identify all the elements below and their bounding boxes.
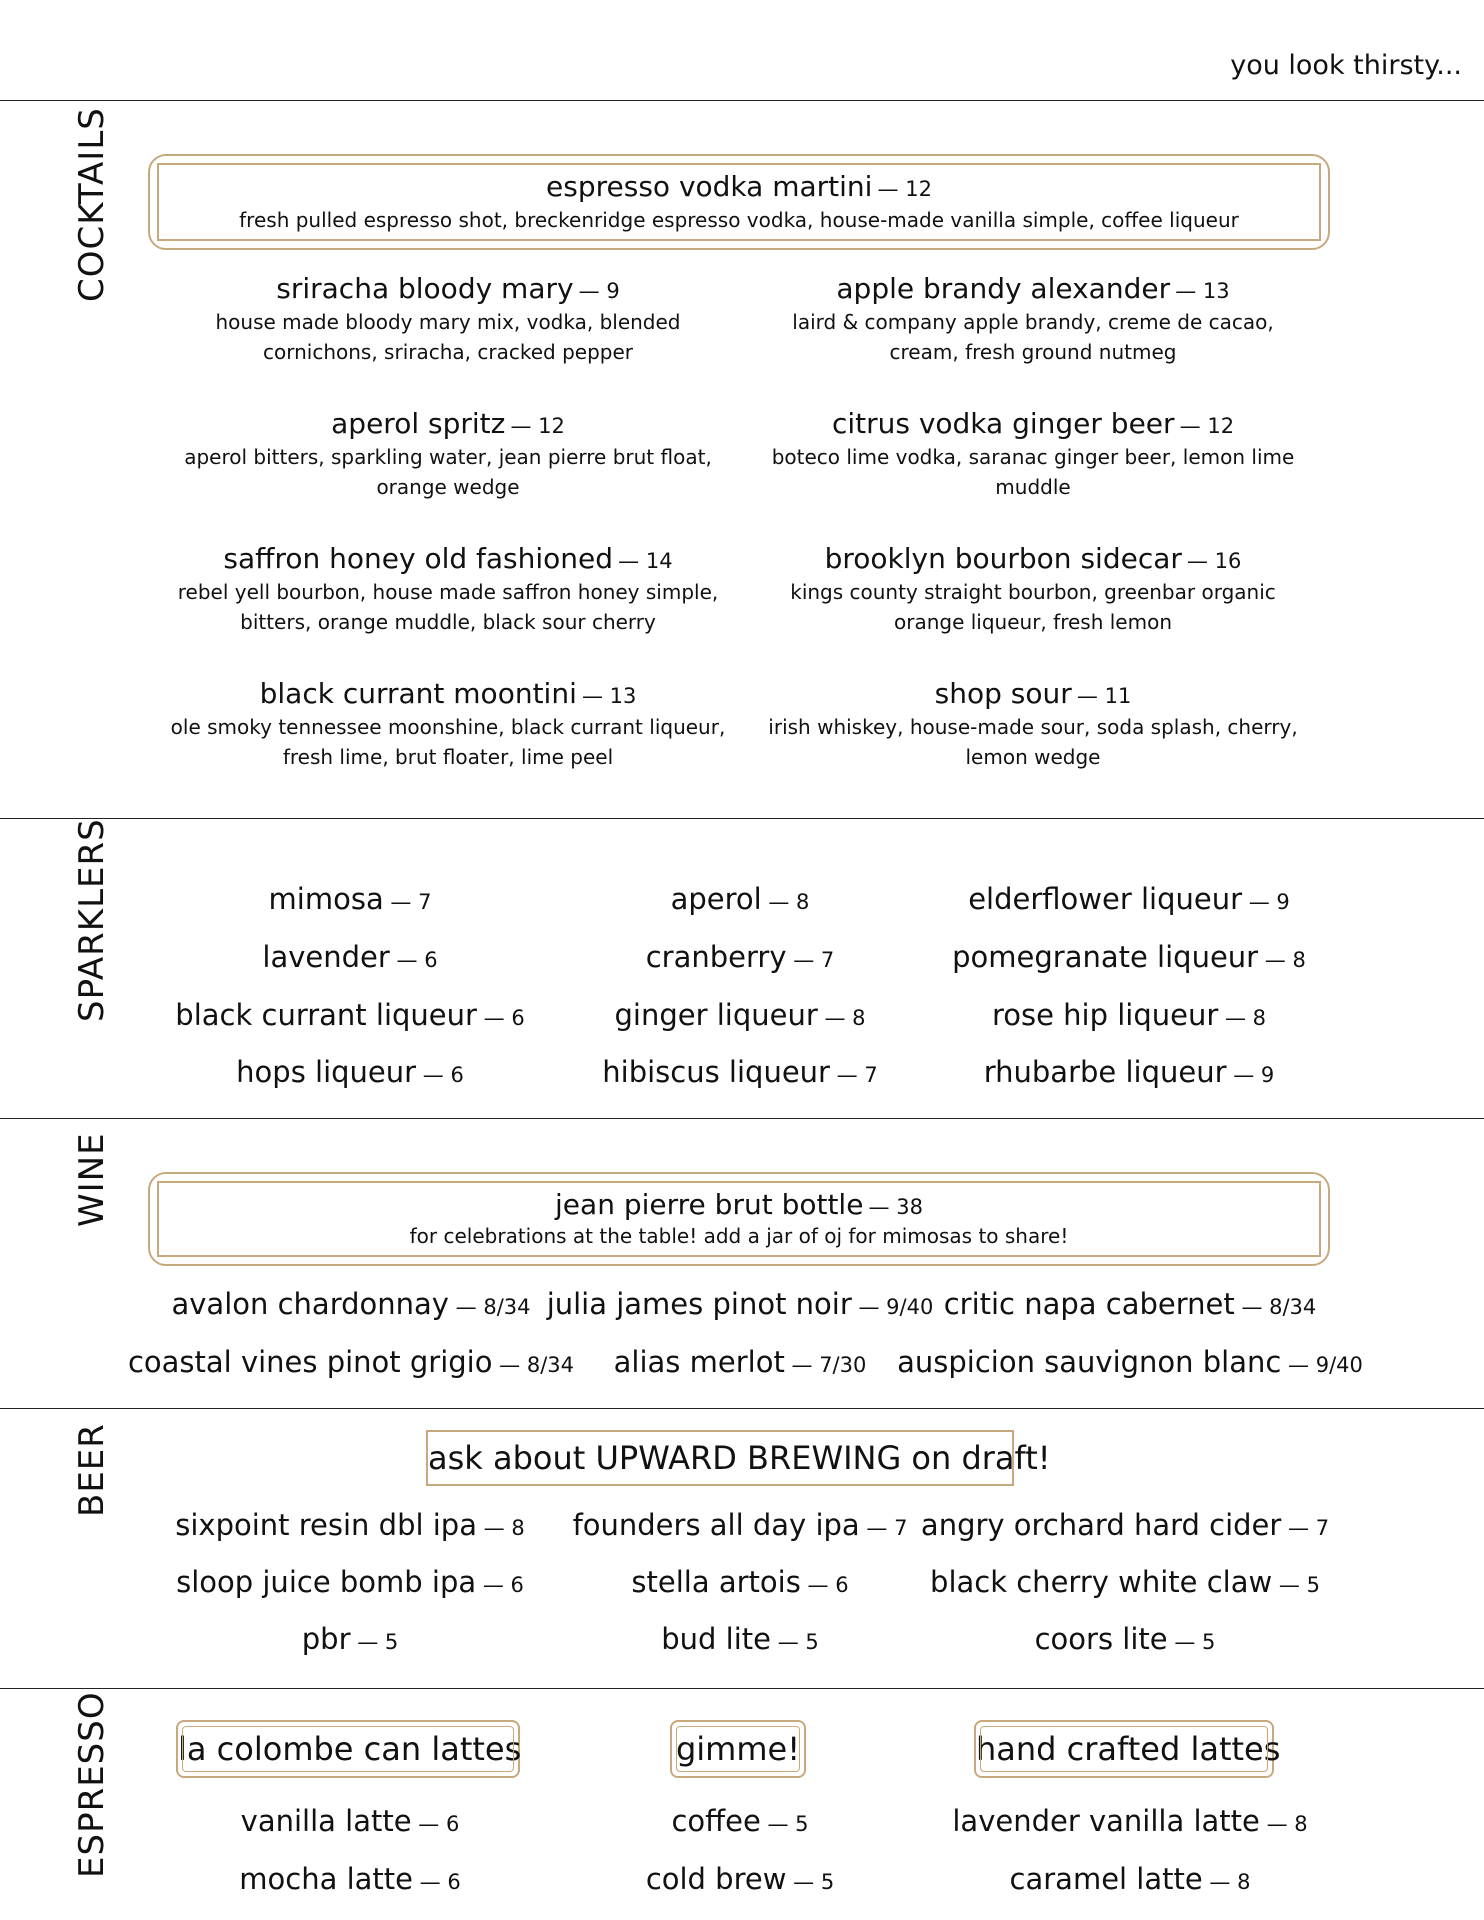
item-name: hibiscus liqueur — [602, 1055, 830, 1089]
item-price: — 8 — [1264, 948, 1306, 972]
item-name: pbr — [301, 1622, 351, 1656]
cocktail-item — [168, 542, 728, 637]
item-name: elderflower liqueur — [968, 882, 1243, 916]
section-title-cocktails: COCKTAILS — [72, 107, 112, 303]
item-price: — 13 — [1175, 279, 1230, 303]
menu-item — [944, 1287, 1317, 1321]
item-price: — 8 — [1224, 1006, 1267, 1030]
menu-item — [952, 940, 1306, 974]
item-price: — 8 — [1266, 1812, 1308, 1836]
menu-item — [241, 1804, 460, 1838]
item-name: angry orchard hard cider — [920, 1508, 1282, 1542]
menu-item — [614, 1345, 867, 1379]
menu-item — [646, 1862, 834, 1896]
item-price: — 9/40 — [858, 1295, 934, 1319]
item-name: pomegranate liqueur — [952, 940, 1259, 974]
item-title — [753, 677, 1313, 710]
menu-item — [269, 882, 432, 916]
item-description: cornichons, sriracha, cracked pepper — [263, 340, 633, 364]
item-description: orange wedge — [376, 475, 520, 499]
item-name: saffron honey old fashioned — [223, 542, 614, 575]
menu-item — [671, 1804, 808, 1838]
item-name: black currant liqueur — [175, 998, 477, 1032]
item-price: — 7 — [1288, 1516, 1330, 1540]
item-price: — 12 — [877, 177, 932, 201]
item-price: — 6 — [419, 1870, 461, 1894]
item-name: rhubarbe liqueur — [983, 1055, 1227, 1089]
item-name: coors lite — [1034, 1622, 1168, 1656]
featured-wine — [148, 1172, 1330, 1266]
divider — [0, 1688, 1484, 1689]
featured-cocktail — [148, 154, 1330, 250]
menu-item — [573, 1508, 908, 1542]
item-price: — 8/34 — [1241, 1295, 1317, 1319]
item-title — [753, 407, 1313, 440]
item-name: aperol spritz — [331, 407, 506, 440]
item-name: hops liqueur — [236, 1055, 417, 1089]
item-name: rose hip liqueur — [991, 998, 1219, 1032]
menu-item — [1010, 1862, 1251, 1896]
item-name: ginger liqueur — [614, 998, 818, 1032]
item-price: — 16 — [1186, 549, 1242, 573]
cocktail-item — [753, 272, 1313, 367]
item-name: sixpoint resin dbl ipa — [175, 1508, 477, 1542]
item-name: bud lite — [661, 1622, 771, 1656]
item-title — [753, 542, 1313, 575]
item-price: — 13 — [581, 684, 637, 708]
item-price: — 8/34 — [499, 1353, 575, 1377]
item-description: for celebrations at the table! add a jar of oj for mimosas to share! — [409, 1224, 1069, 1248]
item-description: rebel yell bourbon, house made saffron honey simple, — [177, 580, 719, 604]
menu-item — [176, 1565, 524, 1599]
item-title — [168, 542, 728, 575]
item-title — [168, 677, 728, 710]
menu-item — [602, 1055, 877, 1089]
menu-item — [968, 882, 1290, 916]
item-name: brooklyn bourbon sidecar — [824, 542, 1182, 575]
item-description: muddle — [995, 475, 1071, 499]
item-price: — 12 — [510, 414, 565, 438]
item-price: — 7 — [793, 948, 835, 972]
item-description: kings county straight bourbon, greenbar organic — [790, 580, 1276, 604]
menu-item — [239, 1862, 460, 1896]
menu-item — [614, 998, 865, 1032]
menu-item — [661, 1622, 819, 1656]
item-description: house made bloody mary mix, vodka, blended — [215, 310, 681, 334]
featured-wine-title — [150, 1188, 1328, 1221]
item-price: — 6 — [482, 1573, 524, 1597]
item-price: — 6 — [807, 1573, 849, 1597]
section-title-sparklers: SPARKLERS — [72, 818, 112, 1022]
cocktail-item — [168, 677, 728, 772]
espresso-header-gimme: gimme! — [670, 1720, 806, 1778]
menu-item — [302, 1622, 399, 1656]
cocktail-item — [753, 542, 1313, 637]
espresso-header-hand-crafted: hand crafted lattes — [974, 1720, 1274, 1778]
item-name: black currant moontini — [259, 677, 577, 710]
item-price: — 9 — [1233, 1063, 1275, 1087]
section-title-espresso: ESPRESSO — [72, 1691, 112, 1879]
featured-cocktail-title — [150, 170, 1328, 203]
espresso-header-la-colombe: la colombe can lattes — [176, 1720, 520, 1778]
menu-item — [1035, 1622, 1216, 1656]
item-description: aperol bitters, sparkling water, jean pierre brut float, — [184, 445, 712, 469]
item-name: vanilla latte — [240, 1804, 412, 1838]
item-price: — 7 — [836, 1063, 878, 1087]
menu-item — [992, 998, 1266, 1032]
item-price: — 9 — [1248, 890, 1290, 914]
item-price: — 5 — [793, 1870, 835, 1894]
item-name: avalon chardonnay — [171, 1287, 449, 1321]
item-description: boteco lime vodka, saranac ginger beer, lemon lime — [771, 445, 1295, 469]
item-title — [168, 407, 728, 440]
menu-item — [646, 940, 835, 974]
menu-item — [547, 1287, 934, 1321]
item-name: lavender — [262, 940, 390, 974]
item-name: critic napa cabernet — [943, 1287, 1235, 1321]
item-price: — 12 — [1179, 414, 1235, 438]
item-price: — 7/30 — [791, 1353, 867, 1377]
item-name: mocha latte — [239, 1862, 413, 1896]
tagline: you look thirsty... — [1230, 50, 1462, 81]
item-price: — 6 — [396, 948, 438, 972]
menu-item — [952, 1804, 1307, 1838]
menu-item — [631, 1565, 848, 1599]
item-name: stella artois — [631, 1565, 801, 1599]
item-description: fresh lime, brut floater, lime peel — [282, 745, 614, 769]
item-price: — 5 — [1278, 1573, 1320, 1597]
item-description: cream, fresh ground nutmeg — [889, 340, 1177, 364]
item-name: caramel latte — [1009, 1862, 1203, 1896]
item-description: orange liqueur, fresh lemon — [894, 610, 1172, 634]
item-price: — 11 — [1076, 684, 1132, 708]
cocktail-item — [168, 272, 728, 367]
item-price: — 38 — [868, 1195, 923, 1219]
divider — [0, 1118, 1484, 1119]
item-name: lavender vanilla latte — [952, 1804, 1260, 1838]
divider — [0, 100, 1484, 101]
item-price: — 8 — [1209, 1870, 1251, 1894]
cocktail-item — [168, 407, 728, 502]
item-name: coffee — [671, 1804, 761, 1838]
item-description: ole smoky tennessee moonshine, black currant liqueur, — [170, 715, 726, 739]
menu-item — [671, 882, 810, 916]
menu-item — [921, 1508, 1329, 1542]
item-price: — 8 — [824, 1006, 866, 1030]
item-name: aperol — [670, 882, 762, 916]
menu-item — [171, 1287, 530, 1321]
item-price: — 5 — [1174, 1630, 1216, 1654]
item-name: sriracha bloody mary — [276, 272, 574, 305]
item-description: fresh pulled espresso shot, breckenridge espresso vodka, house-made vanilla simple, coffee liqueur — [239, 208, 1239, 232]
item-price: — 5 — [777, 1630, 819, 1654]
section-title-beer: BEER — [72, 1423, 112, 1517]
item-name: citrus vodka ginger beer — [831, 407, 1175, 440]
item-price: — 7 — [390, 890, 432, 914]
item-price: — 5 — [357, 1630, 399, 1654]
item-name: julia james pinot noir — [546, 1287, 852, 1321]
item-price: — 6 — [418, 1812, 460, 1836]
item-description: lemon wedge — [965, 745, 1101, 769]
item-name: auspicion sauvignon blanc — [897, 1345, 1282, 1379]
item-name: founders all day ipa — [572, 1508, 860, 1542]
menu-item — [236, 1055, 464, 1089]
item-price: — 5 — [767, 1812, 809, 1836]
cocktail-item — [753, 677, 1313, 772]
item-name: coastal vines pinot grigio — [127, 1345, 493, 1379]
item-price: — 7 — [866, 1516, 908, 1540]
item-description: bitters, orange muddle, black sour cherry — [240, 610, 656, 634]
item-title — [168, 272, 728, 305]
item-description: laird & company apple brandy, creme de cacao, — [792, 310, 1274, 334]
item-price: — 8 — [483, 1516, 525, 1540]
item-name: alias merlot — [613, 1345, 785, 1379]
menu-item — [128, 1345, 574, 1379]
item-name: cold brew — [645, 1862, 787, 1896]
item-price: — 8/34 — [455, 1295, 531, 1319]
cocktail-item — [753, 407, 1313, 502]
item-name: jean pierre brut bottle — [555, 1188, 864, 1221]
item-title — [753, 272, 1313, 305]
menu-item — [984, 1055, 1275, 1089]
item-name: cranberry — [645, 940, 787, 974]
beer-callout: ask about UPWARD BREWING on draft! — [426, 1430, 1014, 1486]
item-description: irish whiskey, house-made sour, soda splash, cherry, — [768, 715, 1298, 739]
item-price: — 6 — [483, 1006, 525, 1030]
item-name: shop sour — [934, 677, 1072, 710]
menu-item — [930, 1565, 1320, 1599]
item-price: — 9 — [578, 279, 620, 303]
item-name: espresso vodka martini — [546, 170, 873, 203]
item-price: — 14 — [618, 549, 673, 573]
divider — [0, 1408, 1484, 1409]
item-price: — 8 — [768, 890, 810, 914]
section-title-wine: WINE — [72, 1132, 112, 1228]
menu-item — [175, 1508, 524, 1542]
menu-item — [262, 940, 437, 974]
menu-item — [897, 1345, 1363, 1379]
item-name: mimosa — [268, 882, 384, 916]
item-price: — 6 — [422, 1063, 464, 1087]
item-name: sloop juice bomb ipa — [176, 1565, 477, 1599]
item-price: — 9/40 — [1288, 1353, 1363, 1377]
item-name: apple brandy alexander — [836, 272, 1171, 305]
menu-item — [175, 998, 524, 1032]
divider — [0, 818, 1484, 819]
item-name: black cherry white claw — [930, 1565, 1273, 1599]
